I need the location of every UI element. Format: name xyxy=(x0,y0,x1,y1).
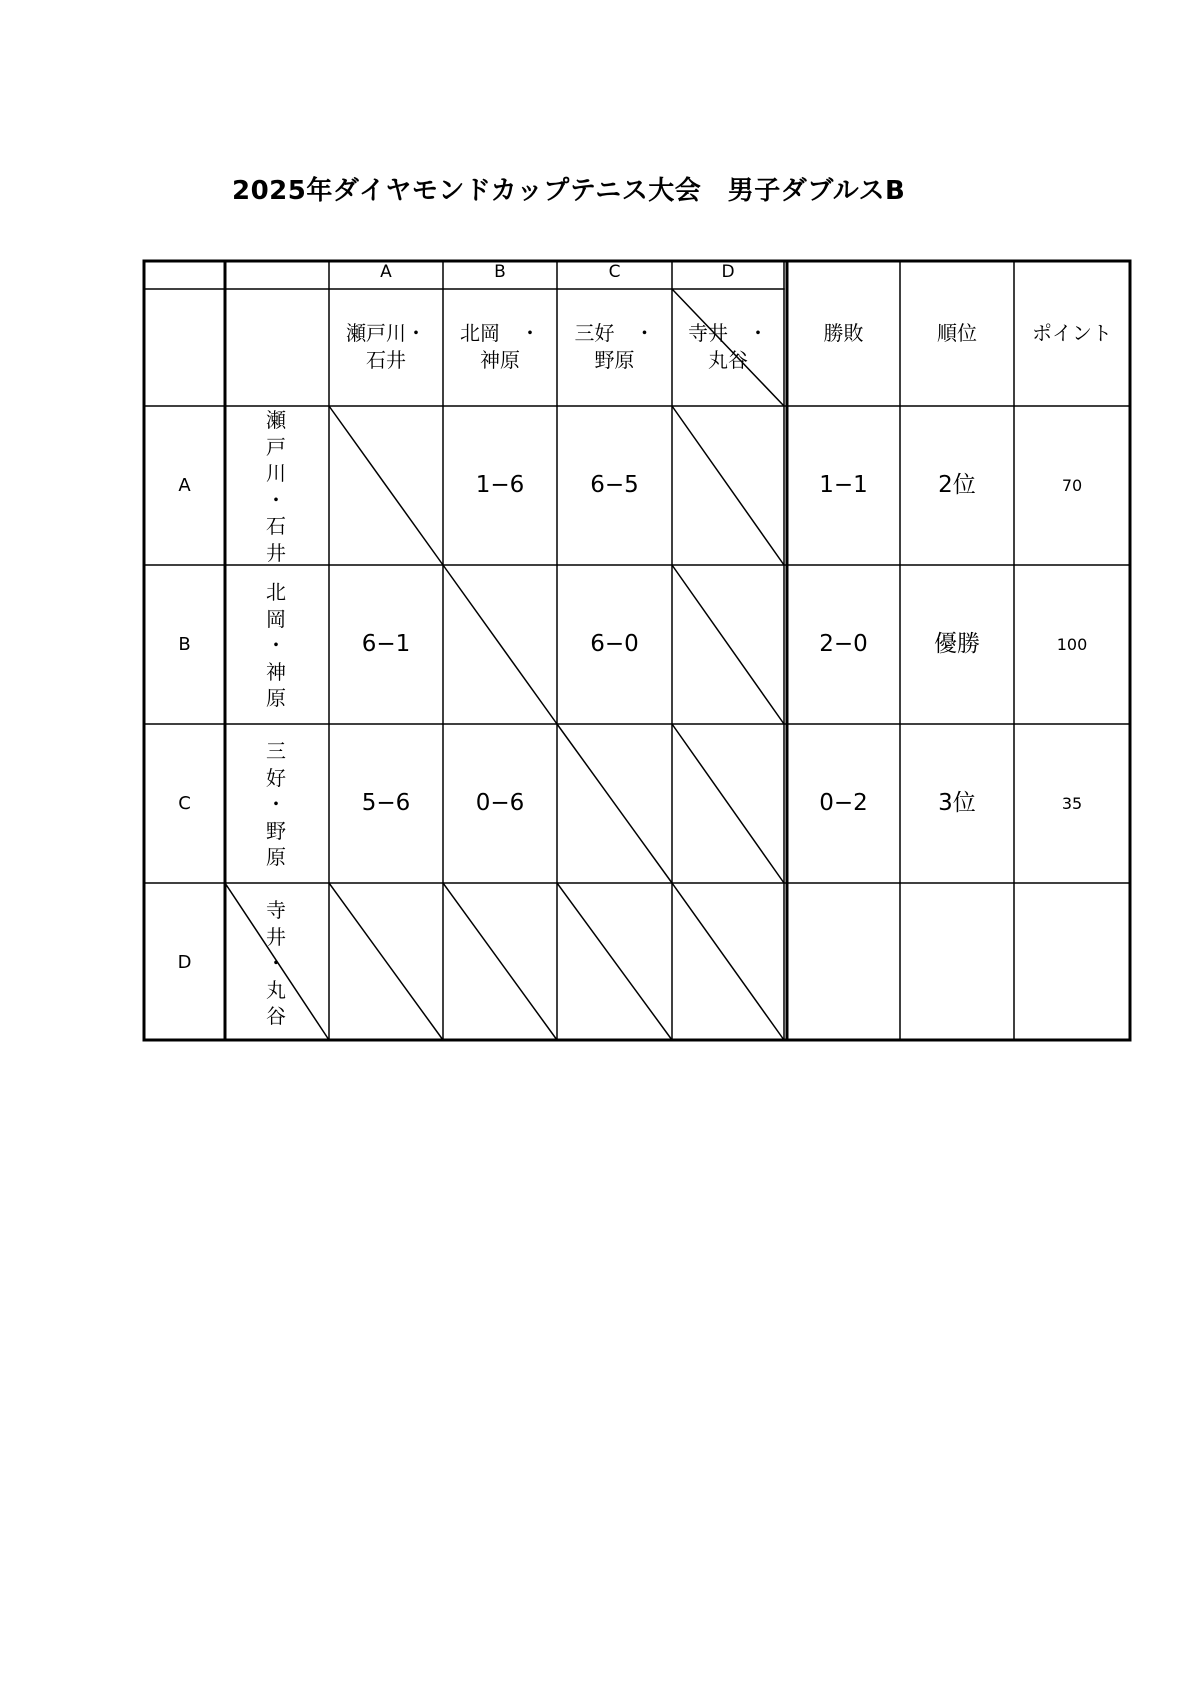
no-match-diagonal xyxy=(672,406,784,565)
column-player-d: 寺井 ・ 丸谷 xyxy=(688,321,768,372)
row-letter-b: B xyxy=(178,634,191,655)
row-letter-a: A xyxy=(178,475,191,496)
column-letter-b: B xyxy=(494,262,506,282)
no-match-diagonal xyxy=(443,883,557,1040)
record-cell: 0−2 xyxy=(819,790,868,816)
row-player-b: 北 岡 ・ 神 原 xyxy=(266,580,286,710)
points-cell: 35 xyxy=(1061,794,1083,813)
rank-cell: 2位 xyxy=(938,472,976,498)
record-cell: 1−1 xyxy=(819,472,868,498)
column-letter-c: C xyxy=(608,262,621,282)
points-header: ポイント xyxy=(1032,321,1112,345)
column-player-c: 三好 ・ 野原 xyxy=(574,321,655,372)
no-match-diagonal xyxy=(672,883,784,1040)
no-match-diagonal xyxy=(672,724,784,883)
points-cell: 100 xyxy=(1056,635,1088,654)
no-match-diagonal xyxy=(443,565,557,724)
rank-cell: 優勝 xyxy=(934,631,980,657)
no-match-diagonal xyxy=(329,883,443,1040)
record-header: 勝敗 xyxy=(823,321,864,345)
record-cell: 2−0 xyxy=(819,631,868,657)
page-title: 2025年ダイヤモンドカップテニス大会 男子ダブルスB xyxy=(232,176,906,206)
no-match-diagonal xyxy=(672,565,784,724)
score-cell: 1−6 xyxy=(475,472,525,498)
row-player-a: 瀬 戸 川 ・ 石 井 xyxy=(266,408,286,565)
column-letter-a: A xyxy=(380,262,392,282)
score-cell: 6−0 xyxy=(590,631,639,657)
row-letter-d: D xyxy=(177,952,192,973)
points-cell: 70 xyxy=(1061,476,1083,495)
score-cell: 0−6 xyxy=(475,790,525,816)
row-letter-c: C xyxy=(178,793,191,814)
rank-header: 順位 xyxy=(937,321,977,345)
row-player-d: 寺 井 ・ 丸 谷 xyxy=(266,898,286,1028)
score-cell: 6−5 xyxy=(590,472,639,498)
rank-cell: 3位 xyxy=(938,790,976,816)
no-match-diagonal xyxy=(329,406,443,565)
no-match-diagonal xyxy=(557,724,672,883)
row-player-c: 三 好 ・ 野 原 xyxy=(266,739,286,869)
column-player-b: 北岡 ・ 神原 xyxy=(460,321,540,372)
column-player-a: 瀬戸川・ 石井 xyxy=(346,321,426,372)
score-cell: 6−1 xyxy=(361,631,411,657)
no-match-diagonal xyxy=(557,883,672,1040)
score-cell: 5−6 xyxy=(361,790,411,816)
column-letter-d: D xyxy=(721,262,735,282)
